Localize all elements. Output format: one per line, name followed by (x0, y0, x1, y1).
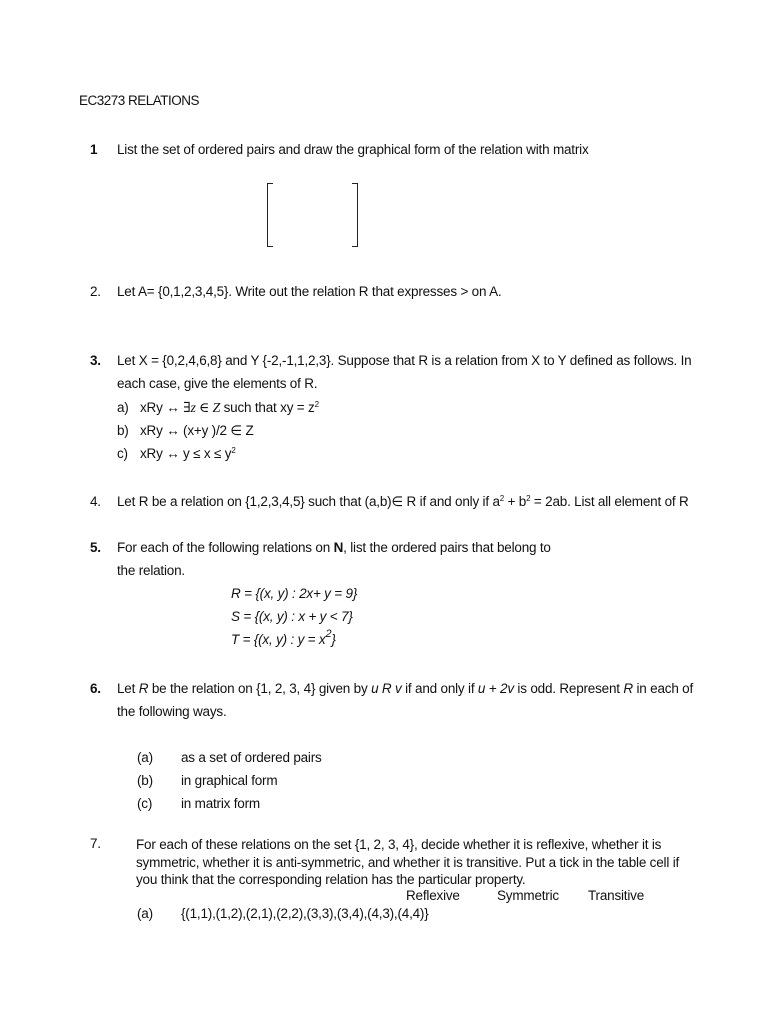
q6-l1-b: be the relation on {1, 2, 3, 4} given by (148, 681, 372, 696)
q4-text (117, 494, 689, 510)
q7-a-label: (a) (137, 906, 153, 921)
q3-line1: Let X = {0,2,4,6,8} and Y {-2,-1,1,2,3}. Suppose that R is a relation from X to Y defined as follows. In (117, 353, 692, 368)
q6-l1-c: if and only if (401, 681, 478, 696)
q5-T-pre: T = {(x, y) : y = x (231, 632, 326, 647)
q3-c-condition (140, 446, 236, 461)
q6-item-b-text: in graphical form (181, 773, 278, 788)
q6-l1-uRv: u R v (371, 681, 402, 696)
q7-text: For each of these relations on the set {1, 2, 3, 4}, decide whether it is reflexive, whether it is symmetric, whether it is anti-symmetric, and whether it is transitive. Put a tick in the table cell if you think that the corresponding relation has the particular property. (136, 837, 680, 887)
matrix-right-bracket (352, 183, 358, 247)
q6-l1-R: R (138, 681, 149, 696)
q6-number: 6. (90, 681, 101, 696)
q1-text: List the set of ordered pairs and draw the graphical form of the relation with matrix (117, 142, 589, 157)
matrix-left-bracket (267, 183, 273, 247)
q7-header-reflexive: Reflexive (406, 888, 460, 903)
q5-T-sup: 2 (325, 628, 332, 640)
q3-line2: each case, give the elements of R. (117, 376, 318, 391)
q5-line1-bold: N (333, 540, 344, 555)
q7-a-relation: {(1,1),(1,2),(2,1),(2,2),(3,3),(3,4),(4,3),(4,4)} (181, 906, 429, 921)
q4-sup2: 2 (526, 494, 531, 503)
q3-a-pre: xRy ↔ (140, 400, 184, 415)
q3-b-condition: xRy ↔ (x+y )/2 ∈ Z (140, 423, 254, 438)
q2-number: 2. (90, 284, 101, 299)
page-title: EC3273 RELATIONS (79, 93, 200, 108)
q3-c-text: xRy ↔ y ≤ x ≤ y (140, 446, 232, 461)
q6-l1-R2: R (623, 681, 633, 696)
q3-a-label: a) (117, 400, 129, 415)
q5-set-T (231, 628, 336, 647)
q7-number: 7. (90, 836, 101, 851)
q5-set-R: R = {(x, y) : 2x+ y = 9} (231, 586, 358, 601)
q3-b-label: b) (117, 423, 129, 438)
q3-a-condition (140, 400, 319, 417)
q6-item-b-label: (b) (137, 773, 153, 788)
q5-line2: the relation. (117, 563, 185, 578)
q5-set-S: S = {(x, y) : x + y < 7} (231, 609, 353, 624)
q5-T-post: } (331, 632, 336, 647)
q6-line1 (117, 681, 693, 696)
q6-line2: the following ways. (117, 704, 227, 719)
q4-pre: Let R be a relation on {1,2,3,4,5} such that (a,b)∈ R if and only if a (117, 494, 500, 509)
q6-l1-expr: u + 2v (477, 681, 514, 696)
q6-item-a-label: (a) (137, 750, 153, 765)
q3-number: 3. (90, 353, 101, 368)
q4-sup1: 2 (499, 494, 505, 503)
q4-mid: + b (504, 494, 527, 509)
q7-header-symmetric: Symmetric (497, 888, 559, 903)
q5-line1-post: , list the ordered pairs that belong to (343, 540, 551, 555)
q6-item-c-label: (c) (137, 796, 153, 811)
q3-c-sup: 2 (231, 446, 236, 455)
q6-l1-a: Let (117, 681, 139, 696)
q6-l1-d: is odd. Represent (513, 681, 624, 696)
q7-header-transitive: Transitive (588, 888, 645, 903)
q5-number: 5. (90, 540, 101, 555)
q3-a-math: ∃z ∈ Z (183, 401, 221, 416)
q6-l1-e: in each of (632, 681, 694, 696)
q4-number: 4. (90, 494, 101, 509)
q4-post: = 2ab. List all element of R (530, 494, 689, 509)
q3-a-sup: 2 (314, 400, 319, 409)
q3-c-label: c) (117, 446, 128, 461)
q6-item-a-text: as a set of ordered pairs (181, 750, 322, 765)
q3-a-post: such that xy = z (220, 400, 315, 415)
q6-item-c-text: in matrix form (181, 796, 260, 811)
q5-line1-pre: For each of the following relations on (117, 540, 334, 555)
q2-text: Let A= {0,1,2,3,4,5}. Write out the relation R that expresses > on A. (117, 284, 502, 299)
q5-line1 (117, 540, 551, 555)
q1-number: 1 (90, 142, 98, 157)
